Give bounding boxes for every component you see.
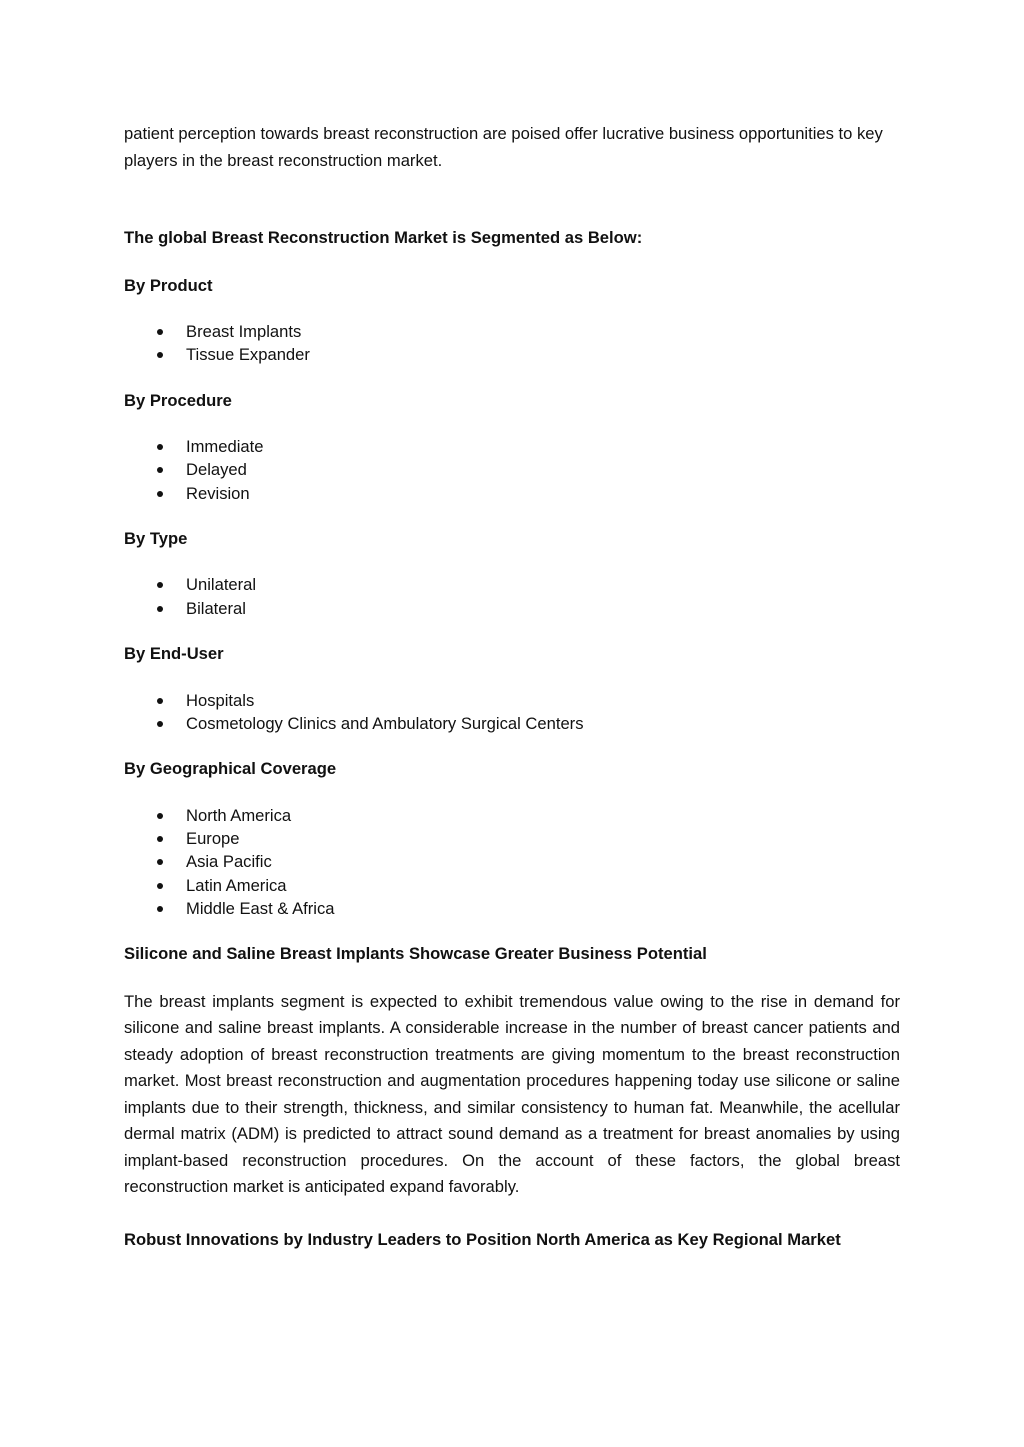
segment-title: By End-User — [124, 644, 224, 664]
segment-geography — [124, 756, 900, 920]
bullet-icon — [157, 606, 163, 612]
section-heading-implants: Silicone and Saline Breast Implants Showcase Greater Business Potential — [124, 944, 707, 964]
bullet-icon — [157, 813, 163, 819]
intro-paragraph: patient perception towards breast reconstruction are poised offer lucrative business opportunities to key players in the breast reconstruction market. — [124, 124, 883, 170]
document-page — [124, 121, 900, 1274]
segment-title: By Product — [124, 275, 213, 295]
bullet-icon — [157, 444, 163, 450]
list-item: Europe — [124, 827, 900, 850]
bullet-icon — [157, 329, 163, 335]
segment-list — [124, 435, 900, 505]
bullet-icon — [157, 491, 163, 497]
segmentation-heading: The global Breast Reconstruction Market is Segmented as Below: — [124, 228, 643, 247]
bullet-icon — [157, 352, 163, 358]
bullet-icon — [157, 698, 163, 704]
bullet-icon — [157, 859, 163, 865]
list-item: Cosmetology Clinics and Ambulatory Surgical Centers — [124, 712, 900, 735]
bullet-icon — [157, 836, 163, 842]
list-item: Asia Pacific — [124, 850, 900, 873]
segment-title: By Geographical Coverage — [124, 759, 337, 779]
list-item: Hospitals — [124, 689, 900, 712]
segment-title: By Type — [124, 528, 188, 548]
segment-procedure — [124, 388, 900, 505]
list-item: Breast Implants — [124, 320, 900, 343]
segment-list — [124, 689, 900, 736]
segment-list — [124, 320, 900, 367]
section-body-implants: The breast implants segment is expected to exhibit tremendous value owing to the rise in demand for silicone and saline breast implants. A considerable increase in the number of breast cancer patients and steady adoption of breast reconstruction treatments are giving momentum to the breast reconstruction market. Most breast reconstruction and augmentation procedures happening today use silicone or saline implants due to their strength, thickness, and similar consistency to human fat. Meanwhile, the acellular dermal matrix (ADM) is predicted to attract sound demand as a treatment for breast anomalies by using implant-based reconstruction procedures. On the account of these factors, the global breast reconstruction market is anticipated expand favorably. — [124, 991, 900, 1197]
segment-list — [124, 804, 900, 920]
list-item: Bilateral — [124, 597, 900, 620]
segment-list — [124, 573, 900, 620]
segment-title: By Procedure — [124, 390, 232, 410]
segment-type — [124, 526, 900, 620]
section-heading-north-america: Robust Innovations by Industry Leaders to Position North America as Key Regional Market — [124, 1229, 841, 1249]
bullet-icon — [157, 582, 163, 588]
bullet-icon — [157, 467, 163, 473]
list-item: North America — [124, 804, 900, 827]
list-item: Delayed — [124, 458, 900, 481]
list-item: Latin America — [124, 874, 900, 897]
list-item: Unilateral — [124, 573, 900, 596]
list-item: Revision — [124, 482, 900, 505]
list-item: Middle East & Africa — [124, 897, 900, 920]
segment-product — [124, 273, 900, 367]
segment-end-user — [124, 641, 900, 735]
list-item: Immediate — [124, 435, 900, 458]
bullet-icon — [157, 906, 163, 912]
list-item: Tissue Expander — [124, 343, 900, 366]
bullet-icon — [157, 883, 163, 889]
bullet-icon — [157, 721, 163, 727]
